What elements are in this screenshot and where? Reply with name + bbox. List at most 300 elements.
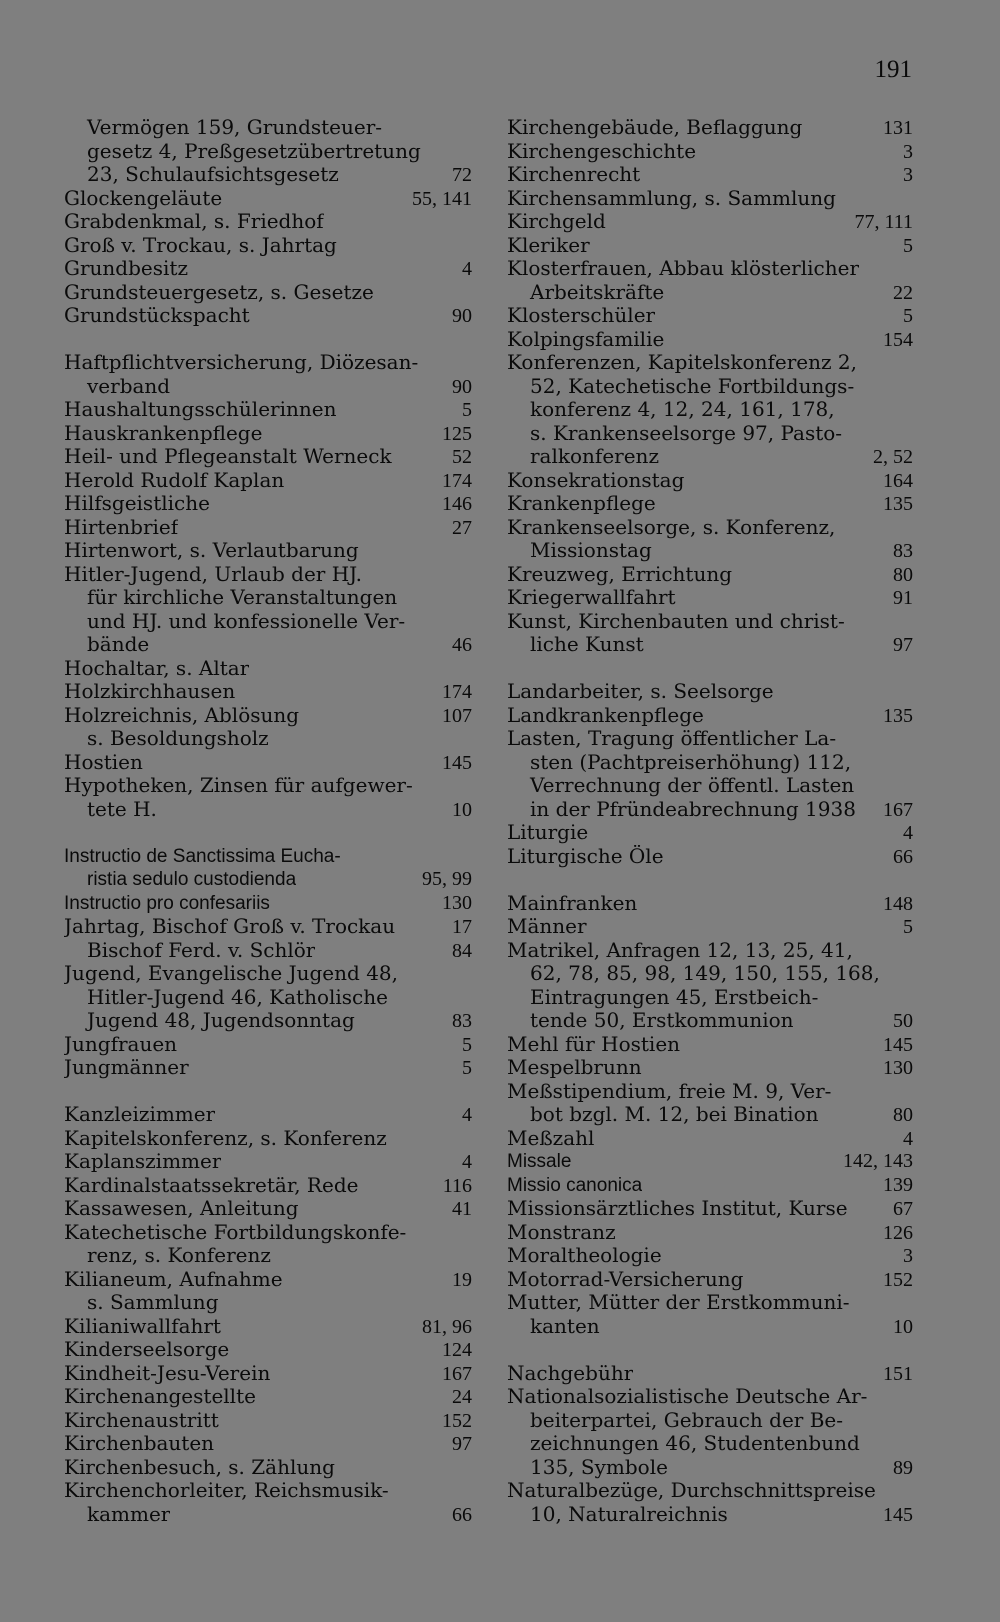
index-entry [507,1244,913,1268]
index-entry-page: 130 [883,1057,913,1079]
index-entry [507,1362,913,1386]
index-entry-text: Kolpingsfamilie [507,327,665,351]
index-entry-text: Missionstag [530,539,652,562]
index-entry-text: Naturalbezüge, Durchschnittspreise [507,1479,876,1502]
index-entry-text: Meßstipendium, freie M. 9, Ver- [507,1079,832,1103]
index-entry [64,140,472,164]
index-entry-text: Hilfsgeistliche [64,492,210,515]
index-entry-page: 41 [452,1198,472,1220]
index-entry [507,210,913,234]
index-entry-text: Grundsteuergesetz, s. Gesetze [64,280,374,304]
index-entry-text: Jahrtag, Bischof Groß v. Trockau [64,915,396,938]
index-entry-text: Kirchenchorleiter, Reichsmusik- [64,1479,389,1502]
index-entry-page: 46 [452,634,472,656]
index-entry-page: 167 [442,1362,472,1385]
index-entry-text: Kirchgeld [507,210,606,233]
index-column-right [507,116,913,1526]
index-entry [64,492,472,516]
index-entry-text: Mainfranken [507,891,638,915]
index-entry [64,445,472,469]
index-entry-text: Nachgebühr [507,1361,634,1385]
index-entry [64,1127,472,1151]
index-entry-page: 145 [883,1503,913,1526]
index-entry-page: 107 [442,704,472,727]
index-entry-page: 2, 52 [873,446,913,468]
index-entry [64,116,472,140]
index-entry [507,539,913,563]
index-entry [507,727,913,751]
index-entry-text: Jugend 48, Jugendsonntag [87,1009,355,1032]
index-entry-text: Kleriker [507,233,590,257]
index-entry [64,1432,472,1456]
index-entry-page: 125 [442,422,472,445]
index-entry-text: Kirchengeschichte [507,139,697,163]
index-entry-text: Arbeitskräfte [530,280,665,304]
index-entry-text: Haushaltungsschülerinnen [64,398,337,421]
index-entry [64,798,472,822]
index-entry [64,539,472,563]
section-gap [64,328,472,352]
index-entry-page: 5 [903,916,913,938]
index-entry-text: Heil- und Pflegeanstalt Werneck [64,445,392,468]
index-entry-page: 83 [452,1010,472,1032]
index-entry [507,375,913,399]
index-entry [507,281,913,305]
index-entry-text: beiterpartei, Gebrauch der Be- [530,1408,844,1432]
index-entry-page: 80 [893,563,913,586]
index-entry-text: Grundbesitz [64,257,188,280]
index-entry [64,939,472,963]
index-entry [507,704,913,728]
index-entry [507,116,913,140]
index-entry-text: Herold Rudolf Kaplan [64,468,285,492]
index-entry-page: 95, 99 [422,868,472,890]
index-entry [507,798,913,822]
index-entry [507,398,913,422]
index-entry-text: Holzreichnis, Ablösung [64,703,300,727]
index-entry-text: zeichnungen 46, Studentenbund [530,1432,860,1455]
index-entry-text: gesetz 4, Preßgesetzübertretung [87,139,421,163]
index-entry-page: 4 [462,1104,472,1126]
index-entry-page: 19 [452,1268,472,1291]
index-entry [64,563,472,587]
index-entry-text: Groß v. Trockau, s. Jahrtag [64,233,337,257]
index-entry-text: Holzkirchhausen [64,680,236,703]
index-entry-page: 10 [452,798,472,821]
index-entry-text: Konferenzen, Kapitelskonferenz 2, [507,351,857,374]
index-entry [507,1009,913,1033]
index-entry-text: Kirchengebäude, Beflaggung [507,116,803,139]
section-gap [64,1080,472,1104]
index-entry [64,375,472,399]
index-entry-text: verband [87,374,171,398]
index-entry-text: Glockengeläute [64,186,223,210]
index-entry-text: Kardinalstaatssekretär, Rede [64,1173,359,1197]
index-entry-page: 67 [893,1198,913,1220]
index-entry [64,1291,472,1315]
index-entry-text: Krankenseelsorge, s. Konferenz, [507,515,836,539]
index-entry [507,140,913,164]
index-entry [507,445,913,469]
index-entry-text: bände [87,633,150,656]
index-entry [507,563,913,587]
index-entry [507,892,913,916]
index-entry [64,1479,472,1503]
index-entry-page: 50 [893,1010,913,1032]
index-entry [507,492,913,516]
index-entry-text: Liturgische Öle [507,844,664,868]
index-entry-text: Nationalsozialistische Deutsche Ar- [507,1385,868,1408]
index-entry-text: Missale [507,1151,572,1172]
index-entry-page: 130 [442,891,472,914]
index-entry-text: Kirchensammlung, s. Sammlung [507,186,836,210]
index-entry [507,751,913,775]
index-entry-text: Hochaltar, s. Altar [64,656,250,680]
index-entry-page: 116 [442,1174,472,1197]
index-entry-text: Motorrad-Versicherung [507,1267,744,1291]
index-entry [507,469,913,493]
index-entry-text: Kaplanszimmer [64,1150,222,1173]
index-entry-text: Hostien [64,750,143,774]
index-entry-page: 91 [893,587,913,609]
page-number: 191 [874,56,912,83]
index-entry [64,304,472,328]
index-entry-page: 90 [452,375,472,398]
index-entry-page: 89 [893,1456,913,1479]
index-entry [507,1291,913,1315]
index-entry-text: Eintragungen 45, Erstbeich- [530,985,819,1009]
index-entry-text: Grundstückspacht [64,304,250,327]
index-entry-page: 4 [462,1151,472,1173]
index-entry-text: Jugend, Evangelische Jugend 48, [64,962,398,985]
index-entry [507,304,913,328]
index-entry-page: 81, 96 [422,1315,472,1338]
section-gap [507,1338,913,1362]
index-entry [64,1338,472,1362]
index-entry-page: 5 [903,305,913,327]
index-entry-text: Jungfrauen [64,1032,178,1056]
index-entry [64,657,472,681]
index-entry [507,633,913,657]
index-entry [64,351,472,375]
index-entry-page: 135 [883,704,913,727]
index-entry-text: Hitler-Jugend 46, Katholische [87,985,388,1009]
index-entry [64,187,472,211]
index-entry-text: 10, Naturalreichnis [530,1502,728,1526]
index-entry-text: Kassawesen, Anleitung [64,1197,299,1220]
index-entry-text: Kirchenbauten [64,1432,215,1455]
index-entry-page: 3 [903,164,913,186]
index-entry [507,1268,913,1292]
index-entry [64,986,472,1010]
index-entry [507,774,913,798]
index-entry-page: 52 [452,446,472,468]
index-entry [64,727,472,751]
index-entry-text: s. Besoldungsholz [87,727,269,750]
index-entry-text: in der Pfründeabrechnung 1938 [530,797,856,821]
index-entry-text: Kirchenaustritt [64,1408,219,1432]
index-entry-text: ralkonferenz [530,445,659,468]
index-entry [64,1056,472,1080]
index-entry [64,1033,472,1057]
index-entry-text: Missio canonica [507,1174,643,1196]
index-entry-text: Instructio de Sanctissima Eucha- [64,845,341,867]
index-entry-text: Landkrankenpflege [507,703,704,727]
index-entry [64,398,472,422]
index-entry-text: Matrikel, Anfragen 12, 13, 25, 41, [507,938,853,962]
index-entry [507,1103,913,1127]
index-entry-page: 72 [452,164,472,186]
index-entry-page: 4 [462,258,472,280]
index-entry [507,1080,913,1104]
index-entry-page: 174 [442,681,472,703]
index-entry-text: Hypotheken, Zinsen für aufgewer- [64,774,413,797]
index-entry [507,1456,913,1480]
index-entry [64,868,472,892]
index-entry [507,257,913,281]
index-entry [507,1033,913,1057]
index-entry-text: Kriegerwallfahrt [507,586,676,609]
index-entry-text: Kirchenrecht [507,163,641,186]
index-entry-page: 17 [452,916,472,938]
index-entry [64,1456,472,1480]
index-entry-page: 152 [442,1409,472,1432]
index-entry-text: Meßzahl [507,1126,595,1150]
index-entry [64,845,472,869]
index-entry [507,163,913,187]
index-entry-text: für kirchliche Veranstaltungen [87,586,398,609]
index-entry-text: Mespelbrunn [507,1056,642,1079]
index-entry-text: Mutter, Mütter der Erstkommuni- [507,1291,850,1314]
index-entry [64,1409,472,1433]
index-entry [507,1127,913,1151]
index-entry [507,1409,913,1433]
index-entry [507,1479,913,1503]
index-entry-text: Haftpflichtversicherung, Diözesan- [64,351,419,374]
index-entry [64,234,472,258]
index-entry [64,1315,472,1339]
index-entry-text: Kilianeum, Aufnahme [64,1267,283,1291]
index-entry-text: Kapitelskonferenz, s. Konferenz [64,1126,387,1150]
index-entry-page: 174 [442,469,472,492]
index-entry-text: Grabdenkmal, s. Friedhof [64,210,324,233]
index-entry-text: Liturgie [507,821,589,844]
index-entry-page: 27 [452,516,472,539]
index-entry-text: Missionsärztliches Institut, Kurse [507,1197,848,1220]
index-entry [507,1385,913,1409]
index-entry-text: kammer [87,1502,171,1526]
index-entry [64,1244,472,1268]
index-entry-text: Krankenpflege [507,492,656,515]
index-entry [507,234,913,258]
index-entry-page: 84 [452,939,472,962]
index-entry-page: 142, 143 [843,1150,913,1172]
index-entry-text: Vermögen 159, Grundsteuer- [87,116,383,139]
index-entry [64,1503,472,1527]
index-entry-text: Kanzleizimmer [64,1103,216,1126]
index-entry-text: Klosterfrauen, Abbau klösterlicher [507,257,860,280]
index-entry-text: 135, Symbole [530,1455,668,1479]
index-entry [507,351,913,375]
index-entry [507,939,913,963]
index-entry-text: s. Krankenseelsorge 97, Pasto- [530,421,843,445]
index-entry [64,1150,472,1174]
index-entry [507,680,913,704]
index-entry [64,516,472,540]
index-entry [64,1362,472,1386]
index-entry [507,1174,913,1198]
index-entry-page: 90 [452,305,472,327]
index-entry [507,986,913,1010]
index-entry-page: 5 [462,399,472,421]
index-entry [507,187,913,211]
index-entry-text: tete H. [87,797,157,821]
index-entry-page: 4 [903,822,913,844]
index-entry [64,915,472,939]
index-entry-text: Kreuzweg, Errichtung [507,562,733,586]
index-entry-page: 3 [903,1245,913,1267]
index-entry-page: 22 [893,281,913,304]
index-entry-text: Hirtenbrief [64,515,179,539]
index-entry-page: 77, 111 [854,211,913,233]
index-entry [507,821,913,845]
index-entry-text: Hirtenwort, s. Verlautbarung [64,539,359,562]
index-entry-text: Moraltheologie [507,1244,662,1267]
index-entry [64,586,472,610]
index-entry-text: Mehl für Hostien [507,1032,681,1056]
index-entry [507,915,913,939]
index-entry [64,751,472,775]
section-gap [507,657,913,681]
index-entry [64,163,472,187]
index-entry-page: 10 [893,1315,913,1338]
index-entry [64,1385,472,1409]
index-entry [507,845,913,869]
index-entry-text: 62, 78, 85, 98, 149, 150, 155, 168, [530,962,880,985]
index-entry-text: ristia sedulo custodienda [87,869,297,890]
index-entry-page: 66 [452,1503,472,1526]
index-entry-text: Kindheit-Jesu-Verein [64,1361,271,1385]
index-entry-text: Kilianiwallfahrt [64,1314,221,1338]
index-entry-page: 145 [442,751,472,774]
index-entry [64,1174,472,1198]
index-entry-text: Landarbeiter, s. Seelsorge [507,680,774,703]
index-entry-page: 83 [893,540,913,562]
index-entry-text: sten (Pachtpreiserhöhung) 112, [530,750,852,774]
index-entry-page: 5 [462,1033,472,1056]
index-entry-page: 148 [883,892,913,915]
index-entry-text: bot bzgl. M. 12, bei Bination [530,1103,819,1126]
index-entry-page: 55, 141 [412,187,472,210]
index-entry [507,610,913,634]
index-column-left [64,116,472,1526]
index-entry-text: Hitler-Jugend, Urlaub der HJ. [64,562,362,586]
index-entry-text: Hauskrankenpflege [64,421,263,445]
index-entry [507,1056,913,1080]
index-entry-text: kanten [530,1314,600,1338]
index-entry-text: s. Sammlung [87,1291,219,1314]
index-entry [507,1221,913,1245]
index-entry-text: konferenz 4, 12, 24, 161, 178, [530,398,835,421]
index-entry [64,1221,472,1245]
index-entry-text: Kirchenbesuch, s. Zählung [64,1455,335,1479]
index-entry [64,704,472,728]
index-entry [64,1268,472,1292]
index-entry-page: 146 [442,493,472,515]
index-entry-page: 152 [883,1268,913,1291]
index-entry-text: Verrechnung der öffentl. Lasten [530,774,855,797]
index-entry [64,257,472,281]
index-entry [507,328,913,352]
index-entry-page: 164 [883,469,913,492]
index-entry-text: Kinderseelsorge [64,1338,230,1361]
index-entry [64,1103,472,1127]
index-entry-text: Kunst, Kirchenbauten und christ- [507,609,845,633]
index-entry [507,1432,913,1456]
section-gap [507,868,913,892]
index-entry [507,422,913,446]
index-entry-text: tende 50, Erstkommunion [530,1009,794,1032]
index-entry [64,610,472,634]
index-entry [507,1315,913,1339]
index-entry-page: 5 [462,1057,472,1079]
index-entry-page: 80 [893,1104,913,1126]
index-entry-text: 23, Schulaufsichtsgesetz [87,163,339,186]
index-entry [64,892,472,916]
index-entry [507,516,913,540]
index-entry [507,586,913,610]
index-entry-text: Instructio pro confesariis [64,892,270,914]
index-entry-text: renz, s. Konferenz [87,1244,271,1267]
index-entry-page: 5 [903,234,913,257]
index-entry-page: 3 [903,140,913,163]
index-entry-page: 124 [442,1339,472,1361]
index-entry-text: und HJ. und konfessionelle Ver- [87,609,406,633]
index-entry-text: Kirchenangestellte [64,1385,256,1408]
index-entry-page: 4 [903,1127,913,1150]
index-entry-page: 97 [893,634,913,656]
index-entry-text: Klosterschüler [507,304,656,327]
index-entry-page: 97 [452,1433,472,1455]
index-entry-page: 139 [883,1173,913,1196]
index-entry-page: 126 [883,1221,913,1244]
index-entry-page: 145 [883,1033,913,1056]
index-entry [64,281,472,305]
index-entry [64,210,472,234]
index-entry [64,1009,472,1033]
index-entry [64,422,472,446]
index-entry [507,1197,913,1221]
index-entry-page: 154 [883,328,913,351]
index-entry [64,774,472,798]
index-entry [64,633,472,657]
index-entry-page: 135 [883,493,913,515]
index-entry-text: Katechetische Fortbildungskonfe- [64,1220,407,1244]
index-entry-text: 52, Katechetische Fortbildungs- [530,374,855,398]
index-entry-page: 151 [883,1362,913,1385]
index-entry [507,962,913,986]
index-entry [64,469,472,493]
index-entry-text: Männer [507,915,587,938]
index-entry-page: 24 [452,1386,472,1408]
index-entry-text: Jungmänner [64,1056,189,1079]
index-entry-page: 167 [883,798,913,821]
index-entry [507,1150,913,1174]
index-entry [64,1197,472,1221]
index-entry-text: Bischof Ferd. v. Schlör [87,938,316,962]
index-entry-text: Konsekrationstag [507,468,685,492]
index-entry-page: 66 [893,845,913,868]
